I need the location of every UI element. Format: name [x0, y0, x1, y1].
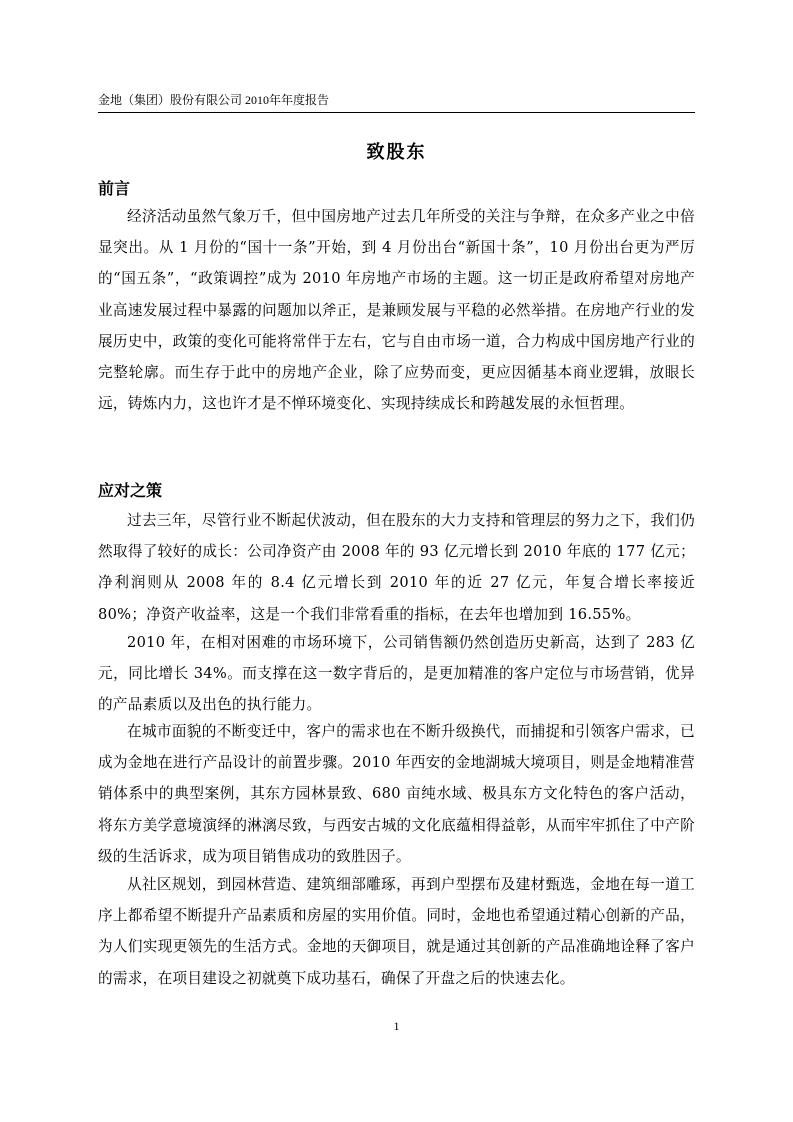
section-heading-preface: 前言: [98, 179, 131, 198]
page-title: 致股东: [366, 142, 427, 163]
section-heading-strategy: 应对之策: [98, 481, 163, 500]
running-header: 金地（集团）股份有限公司 2010年年度报告: [98, 93, 330, 107]
header-divider: [98, 112, 695, 113]
page-number: 1: [393, 1019, 400, 1033]
paragraph-strategy-3: 在城市面貌的不断变迁中，客户的需求也在不断升级换代，而捕捉和引领客户需求，已成为金地在进行产品设计的前置步骤。2010 年西安的金地湖城大境项目，则是金地精准营销体系中的典型案例，其东方园林景致、680 亩纯水域、极具东方文化特色的客户活动，将东方美学意境演绎的淋漓尽致，与西安古城的文化底蕴相得益彰，从而牢牢抓住了中产阶级的生活诉求，成为项目销售成功的致胜因子。: [98, 723, 695, 865]
paragraph-strategy-1: 过去三年，尽管行业不断起伏波动，但在股东的大力支持和管理层的努力之下，我们仍然取得了较好的成长：公司净资产由 2008 年的 93 亿元增长到 2010 年底的 177 亿元；净利润则从 2008 年的 8.4 亿元增长到 2010 年的近 27 亿元，年复合增长率接近 80%；净资产收益率，这是一个我们非常看重的指标，在去年也增加到 16.55%。: [98, 512, 695, 623]
paragraph-strategy-2: 2010 年，在相对困难的市场环境下，公司销售额仍然创造历史新高，达到了 283 亿元，同比增长 34%。而支撑在这一数字背后的，是更加精准的客户定位与市场营销，优异的产品素质以及出色的执行能力。: [98, 634, 695, 714]
paragraph-strategy-4: 从社区规划，到园林营造、建筑细部雕琢，再到户型摆布及建材甄选，金地在每一道工序上都希望不断提升产品素质和房屋的实用价值。同时，金地也希望通过精心创新的产品，为人们实现更领先的生活方式。金地的天御项目，就是通过其创新的产品准确地诠释了客户的需求，在项目建设之初就奠下成功基石，确保了开盘之后的快速去化。: [98, 876, 695, 987]
paragraph-preface-1: 经济活动虽然气象万千，但中国房地产过去几年所受的关注与争辩，在众多产业之中倍显突出。从 1 月份的“国十一条”开始，到 4 月份出台“新国十条”，10 月份出台更为严厉的“国五条”，“政策调控”成为 2010 年房地产市场的主题。这一切正是政府希望对房地产业高速发展过程中暴露的问题加以斧正，是兼顾发展与平稳的必然举措。在房地产行业的发展历史中，政策的变化可能将常伴于左右，它与自由市场一道，合力构成中国房地产行业的完整轮廓。而生存于此中的房地产企业，除了应势而变，更应因循基本商业逻辑，放眼长远，铸炼内力，这也许才是不惮环境变化、实现持续成长和跨越发展的永恒哲理。: [98, 208, 695, 413]
